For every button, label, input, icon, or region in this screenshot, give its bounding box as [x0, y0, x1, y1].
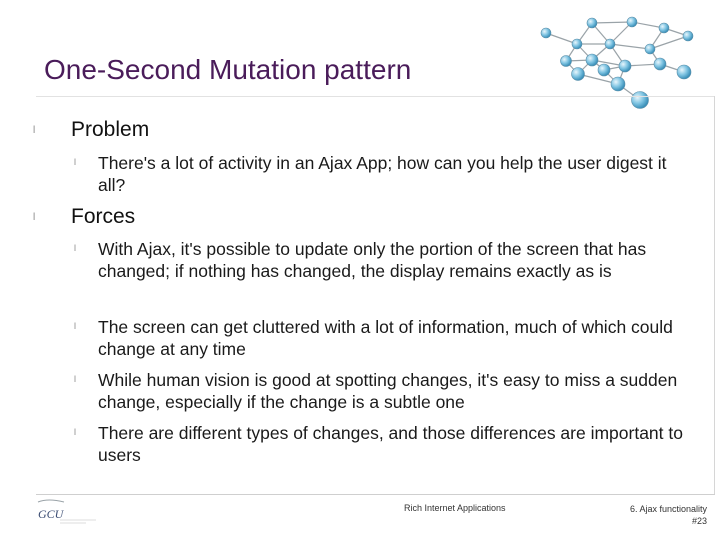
bullet-marker: l: [74, 427, 76, 437]
footer-chapter: 6. Ajax functionality: [629, 504, 707, 514]
section-heading: Problem: [71, 118, 150, 141]
bullet-text: The screen can get cluttered with a lot of information, much of which could change at any time: [98, 317, 673, 359]
title-divider: [36, 96, 714, 97]
bullet-marker: l: [33, 212, 36, 223]
right-border: [714, 96, 715, 494]
bullet-marker: l: [74, 243, 76, 253]
bullet-marker: l: [74, 374, 76, 384]
bullet-text: While human vision is good at spotting changes, it's easy to miss a sudden change, especially if the change is a subtle one: [98, 370, 678, 412]
logo-text: GCU: [38, 507, 64, 521]
bullet-text: There's a lot of activity in an Ajax App; how can you help the user digest it all?: [98, 153, 667, 195]
bullet-marker: l: [33, 125, 36, 136]
bullet-text: There are different types of changes, and those differences are important to users: [98, 423, 683, 465]
bullet-text: With Ajax, it's possible to update only the portion of the screen that has changed; if nothing has changed, the display remains exactly as is: [98, 239, 647, 281]
bullet-marker: l: [74, 157, 76, 167]
footer-page-number: #23: [691, 516, 707, 526]
bullet-marker: l: [74, 321, 76, 331]
footer-slide-info: [630, 503, 707, 527]
footer-course-title: Rich Internet Applications: [404, 503, 506, 513]
molecule-network-icon: [528, 4, 718, 124]
slide-title: One-Second Mutation pattern: [44, 54, 412, 85]
section-heading: Forces: [71, 205, 136, 228]
university-logo: [34, 498, 104, 528]
footer-divider: [36, 494, 715, 495]
